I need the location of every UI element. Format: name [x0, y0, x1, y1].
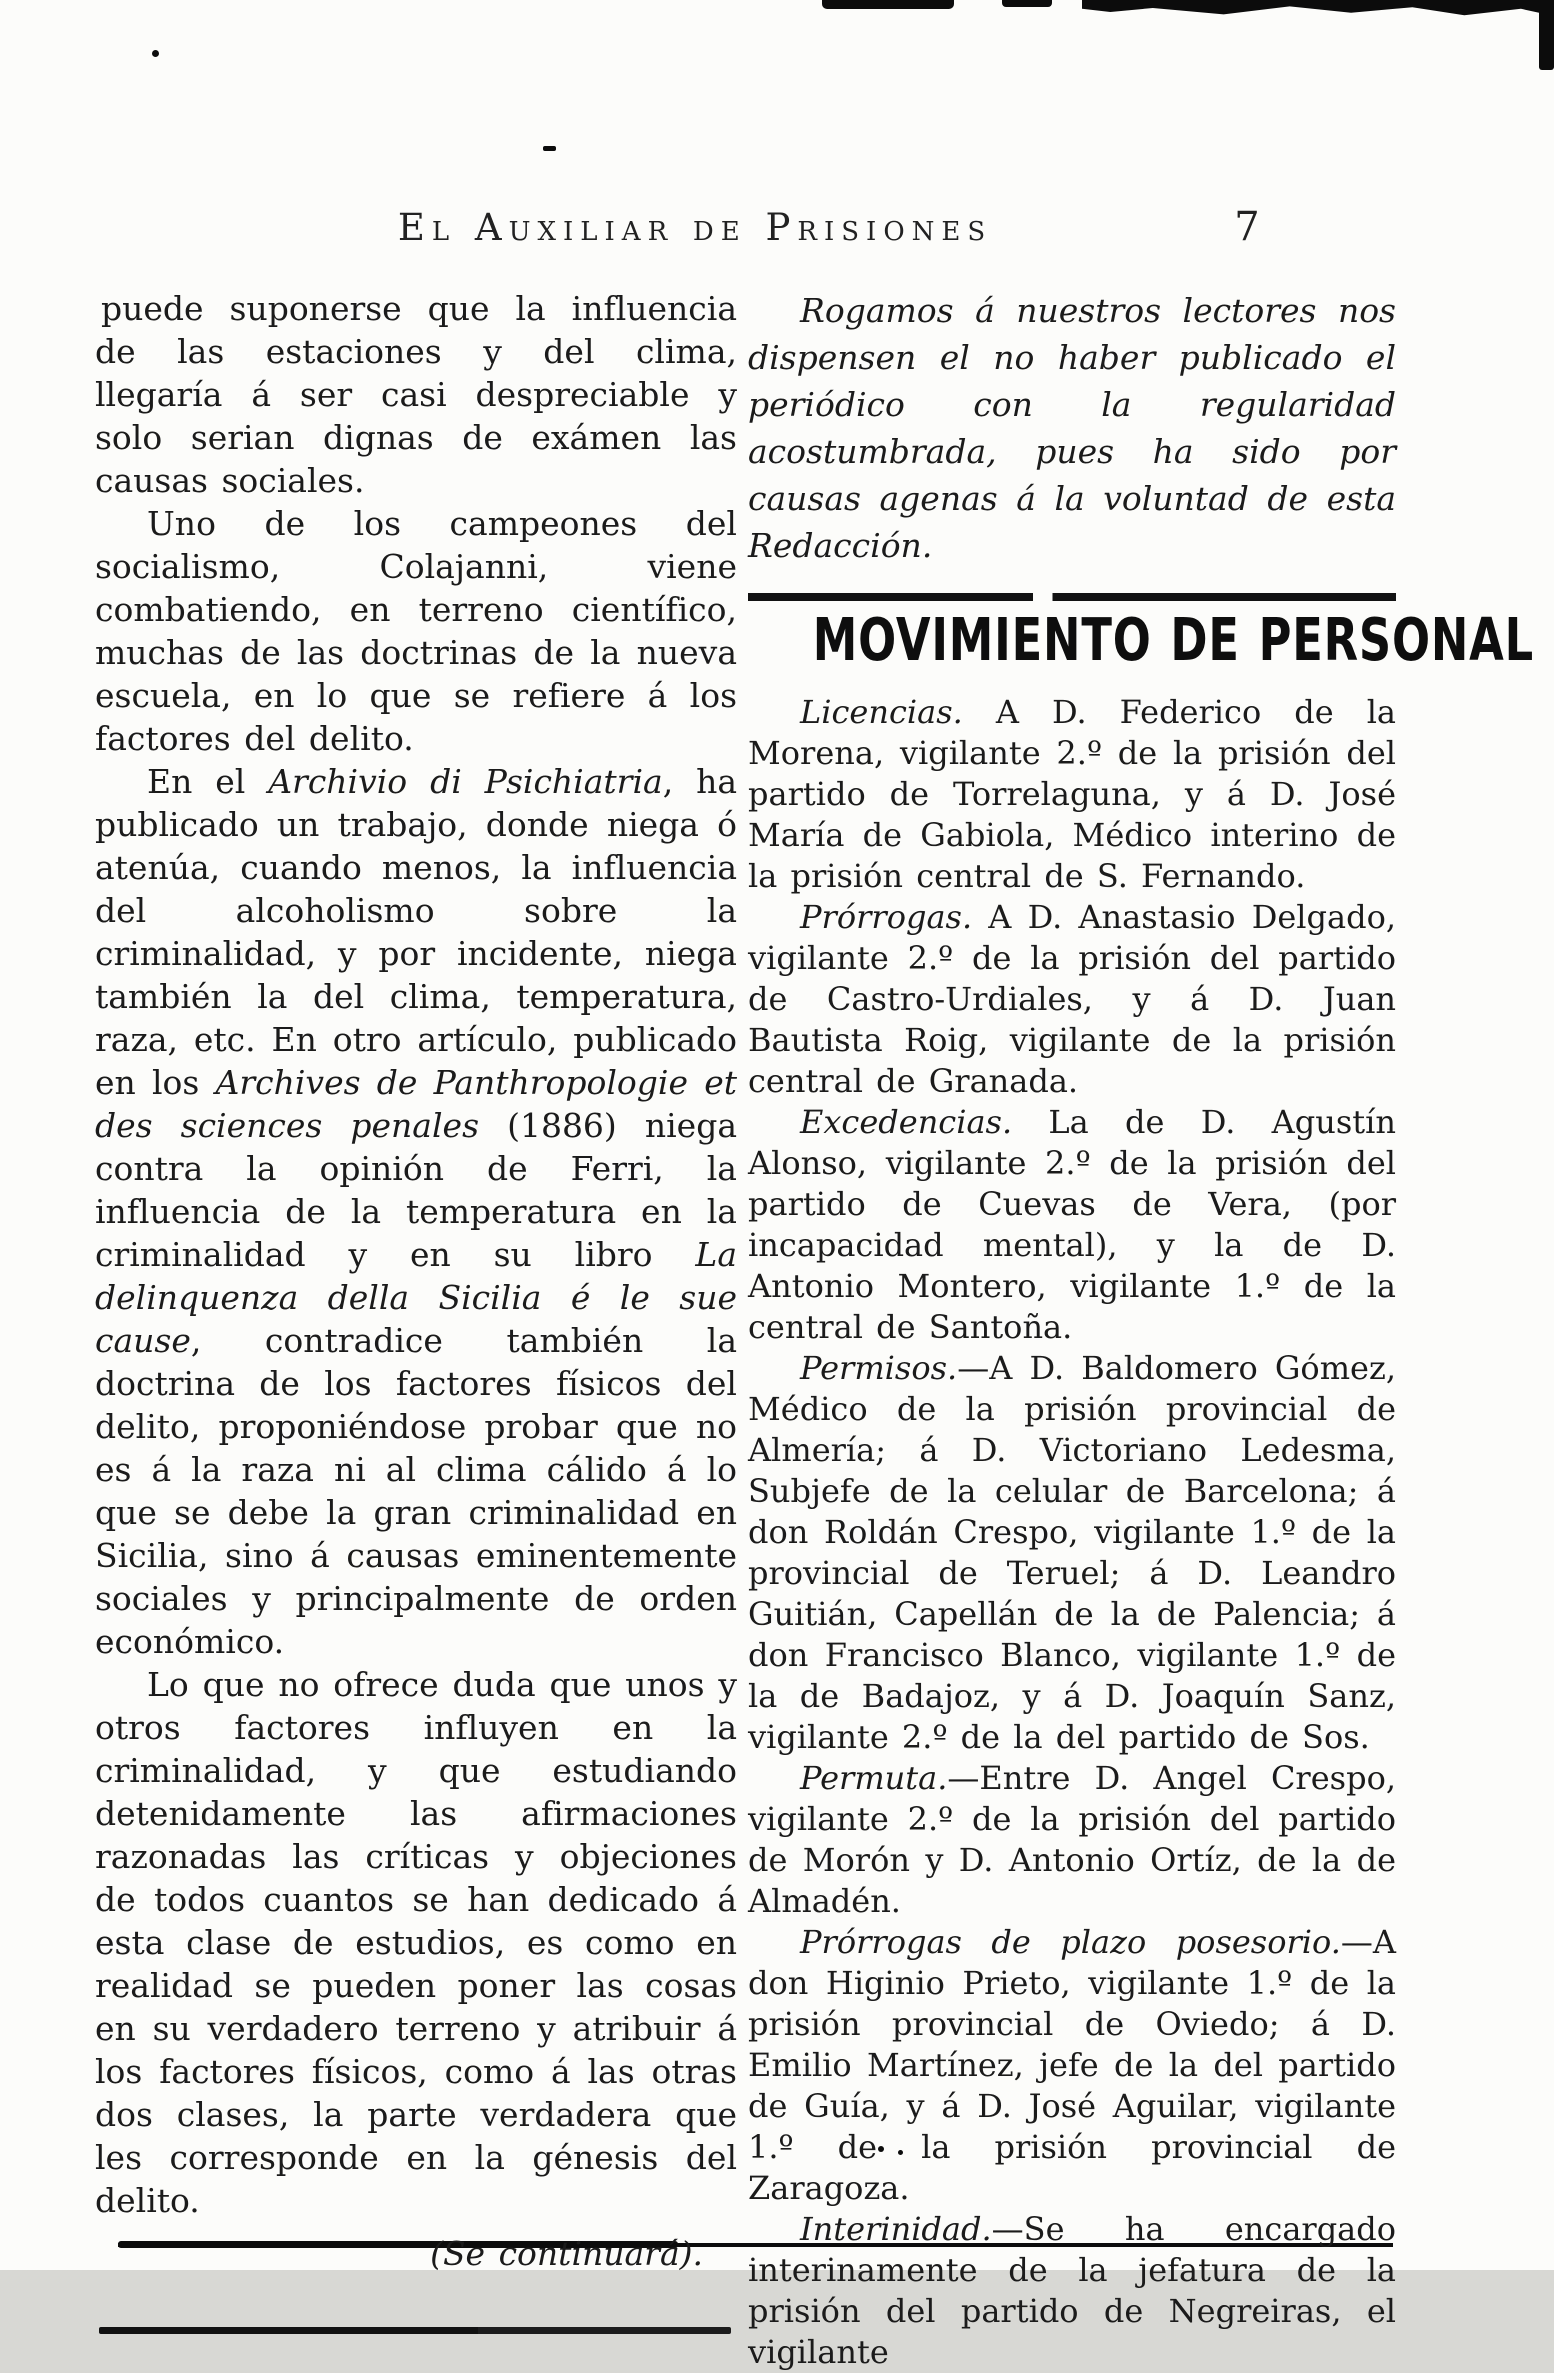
paragraph	[95, 502, 737, 760]
right-column	[748, 287, 1534, 2373]
scan-artifact-top-right-smudge	[1082, 0, 1554, 16]
left-column	[95, 287, 737, 2334]
text: , contradice también la doctrina de los factores físicos del delito, proponiéndose probar que no es á la raza ni al clima cálido á lo que se debe la gran criminalidad en Sicilia, sino á causas eminentemente sociales y principalmente de orden económico.	[95, 1321, 737, 1661]
text: En el	[147, 762, 269, 801]
paragraph	[748, 897, 1396, 1102]
paragraph	[95, 1663, 737, 2222]
scan-artifact-top-mid-smudge	[1002, 0, 1052, 7]
article-end-rule	[99, 2327, 731, 2334]
text: , ha publicado un trabajo, donde niega ó atenúa, cuando menos, la influencia del alcoholismo sobre la criminalidad, y por incidente, niega también la del clima, temperatura, raza, etc. En otro artículo, publicado en los	[95, 762, 737, 1102]
text: puede suponerse que la influencia de las estaciones y del clima, llegaría á ser casi despreciable y solo serian dignas de exámen las causas sociales.	[95, 289, 737, 500]
italic-text: Prórrogas de plazo posesorio.	[800, 1923, 1341, 1961]
running-head	[95, 206, 1295, 249]
italic-text: La delinquenza della Sicilia é le sue cause	[95, 1235, 737, 1360]
text: A D. Anastasio Delgado, vigilante 2.º de la prisión del partido de Castro-Urdiales, y á D. Juan Bautista Roig, vigilante de la prisión central de Granada.	[748, 898, 1396, 1100]
text: (1886) niega contra la opinión de Ferri, la influencia de la temperatura en la criminalidad y en su libro	[95, 1106, 737, 1274]
page-number: 7	[1234, 204, 1260, 250]
section-heading: MOVIMIENTO DE PERSONAL	[812, 606, 1534, 675]
text: —Entre D. Angel Crespo, vigilante 2.º de la prisión del partido de Morón y D. Antonio Ortíz, de la de Almadén.	[748, 1759, 1396, 1920]
section-divider-rule	[748, 593, 1396, 601]
paragraph	[748, 2209, 1396, 2373]
publication-title: El Auxiliar de Prisiones	[397, 206, 993, 249]
paragraph	[95, 760, 737, 1663]
italic-text: Archivio di Psichiatria	[268, 762, 663, 801]
italic-text: Archives de Panthropologie et des sciences penales	[95, 1063, 737, 1145]
italic-text: Excedencias.	[800, 1103, 1013, 1141]
scan-artifact-right-edge-bar	[1539, 4, 1554, 70]
text: —A don Higinio Prieto, vigilante 1.º de la prisión provincial de Oviedo; á D. Emilio Martínez, jefe de la del partido de Guía, y á D. José Aguilar, vigilante 1.º de la prisión provincial de Zaragoza.	[748, 1923, 1396, 2207]
text: —Se ha encargado interinamente de la jefatura de la prisión del partido de Negreiras, el vigilante	[748, 2210, 1396, 2371]
italic-text: Permisos.	[800, 1349, 958, 1387]
paragraph	[748, 692, 1396, 897]
italic-text: Permuta.	[800, 1759, 948, 1797]
paragraph	[748, 1922, 1396, 2209]
paragraph	[748, 1348, 1396, 1758]
paragraph	[95, 287, 737, 502]
text: La de D. Agustín Alonso, vigilante 2.º de la prisión del partido de Cuevas de Vera, (por incapacidad mental), y la de D. Antonio Montero, vigilante 1.º de la central de Santoña.	[748, 1103, 1396, 1346]
scan-artifact-top-left-smudge	[822, 0, 954, 9]
continuation-note: (Se continuará).	[430, 2234, 703, 2273]
text: —A D. Baldomero Gómez, Médico de la prisión provincial de Almería; á D. Victoriano Ledesma, Subjefe de la celular de Barcelona; á don Roldán Crespo, vigilante 1.º de la provincial de Teruel; á D. Leandro Guitián, Capellán de la de Palencia; á don Francisco Blanco, vigilante 1.º de la de Badajoz, y á D. Joaquín Sanz, vigilante 2.º de la del partido de Sos.	[748, 1349, 1396, 1756]
right-column-entries	[748, 692, 1396, 2373]
text: Lo que no ofrece duda que unos y otros factores influyen en la criminalidad, y que estudiando detenidamente las afirmaciones razonadas las críticas y objeciones de todos cuantos se han dedicado á esta clase de estudios, es como en realidad se pueden poner las cosas en su verdadero terreno y atribuir á los factores físicos, como á las otras dos clases, la parte verdadera que les corresponde en la génesis del delito.	[95, 1665, 737, 2220]
italic-text: Prórrogas.	[800, 898, 973, 936]
paragraph	[748, 1758, 1396, 1922]
left-column-paragraphs	[95, 287, 737, 2222]
italic-text: Licencias.	[800, 693, 963, 731]
text: Uno de los campeones del socialismo, Colajanni, viene combatiendo, en terreno científico, muchas de las doctrinas de la nueva escuela, en lo que se refiere á los factores del delito.	[95, 504, 737, 758]
editorial-notice: Rogamos á nuestros lectores nos dispensen el no haber publicado el periódico con la regularidad acostumbrada, pues ha sido por causas agenas á la voluntad de esta Redacción.	[748, 291, 1396, 565]
scan-artifact-speck	[152, 50, 159, 57]
paragraph	[748, 1102, 1396, 1348]
italic-text: Interinidad.	[800, 2210, 992, 2248]
scan-artifact-dash	[543, 146, 556, 151]
text: A D. Federico de la Morena, vigilante 2.º de la prisión del partido de Torrelaguna, y á D. José María de Gabiola, Médico interino de la prisión central de S. Fernando.	[748, 693, 1396, 895]
